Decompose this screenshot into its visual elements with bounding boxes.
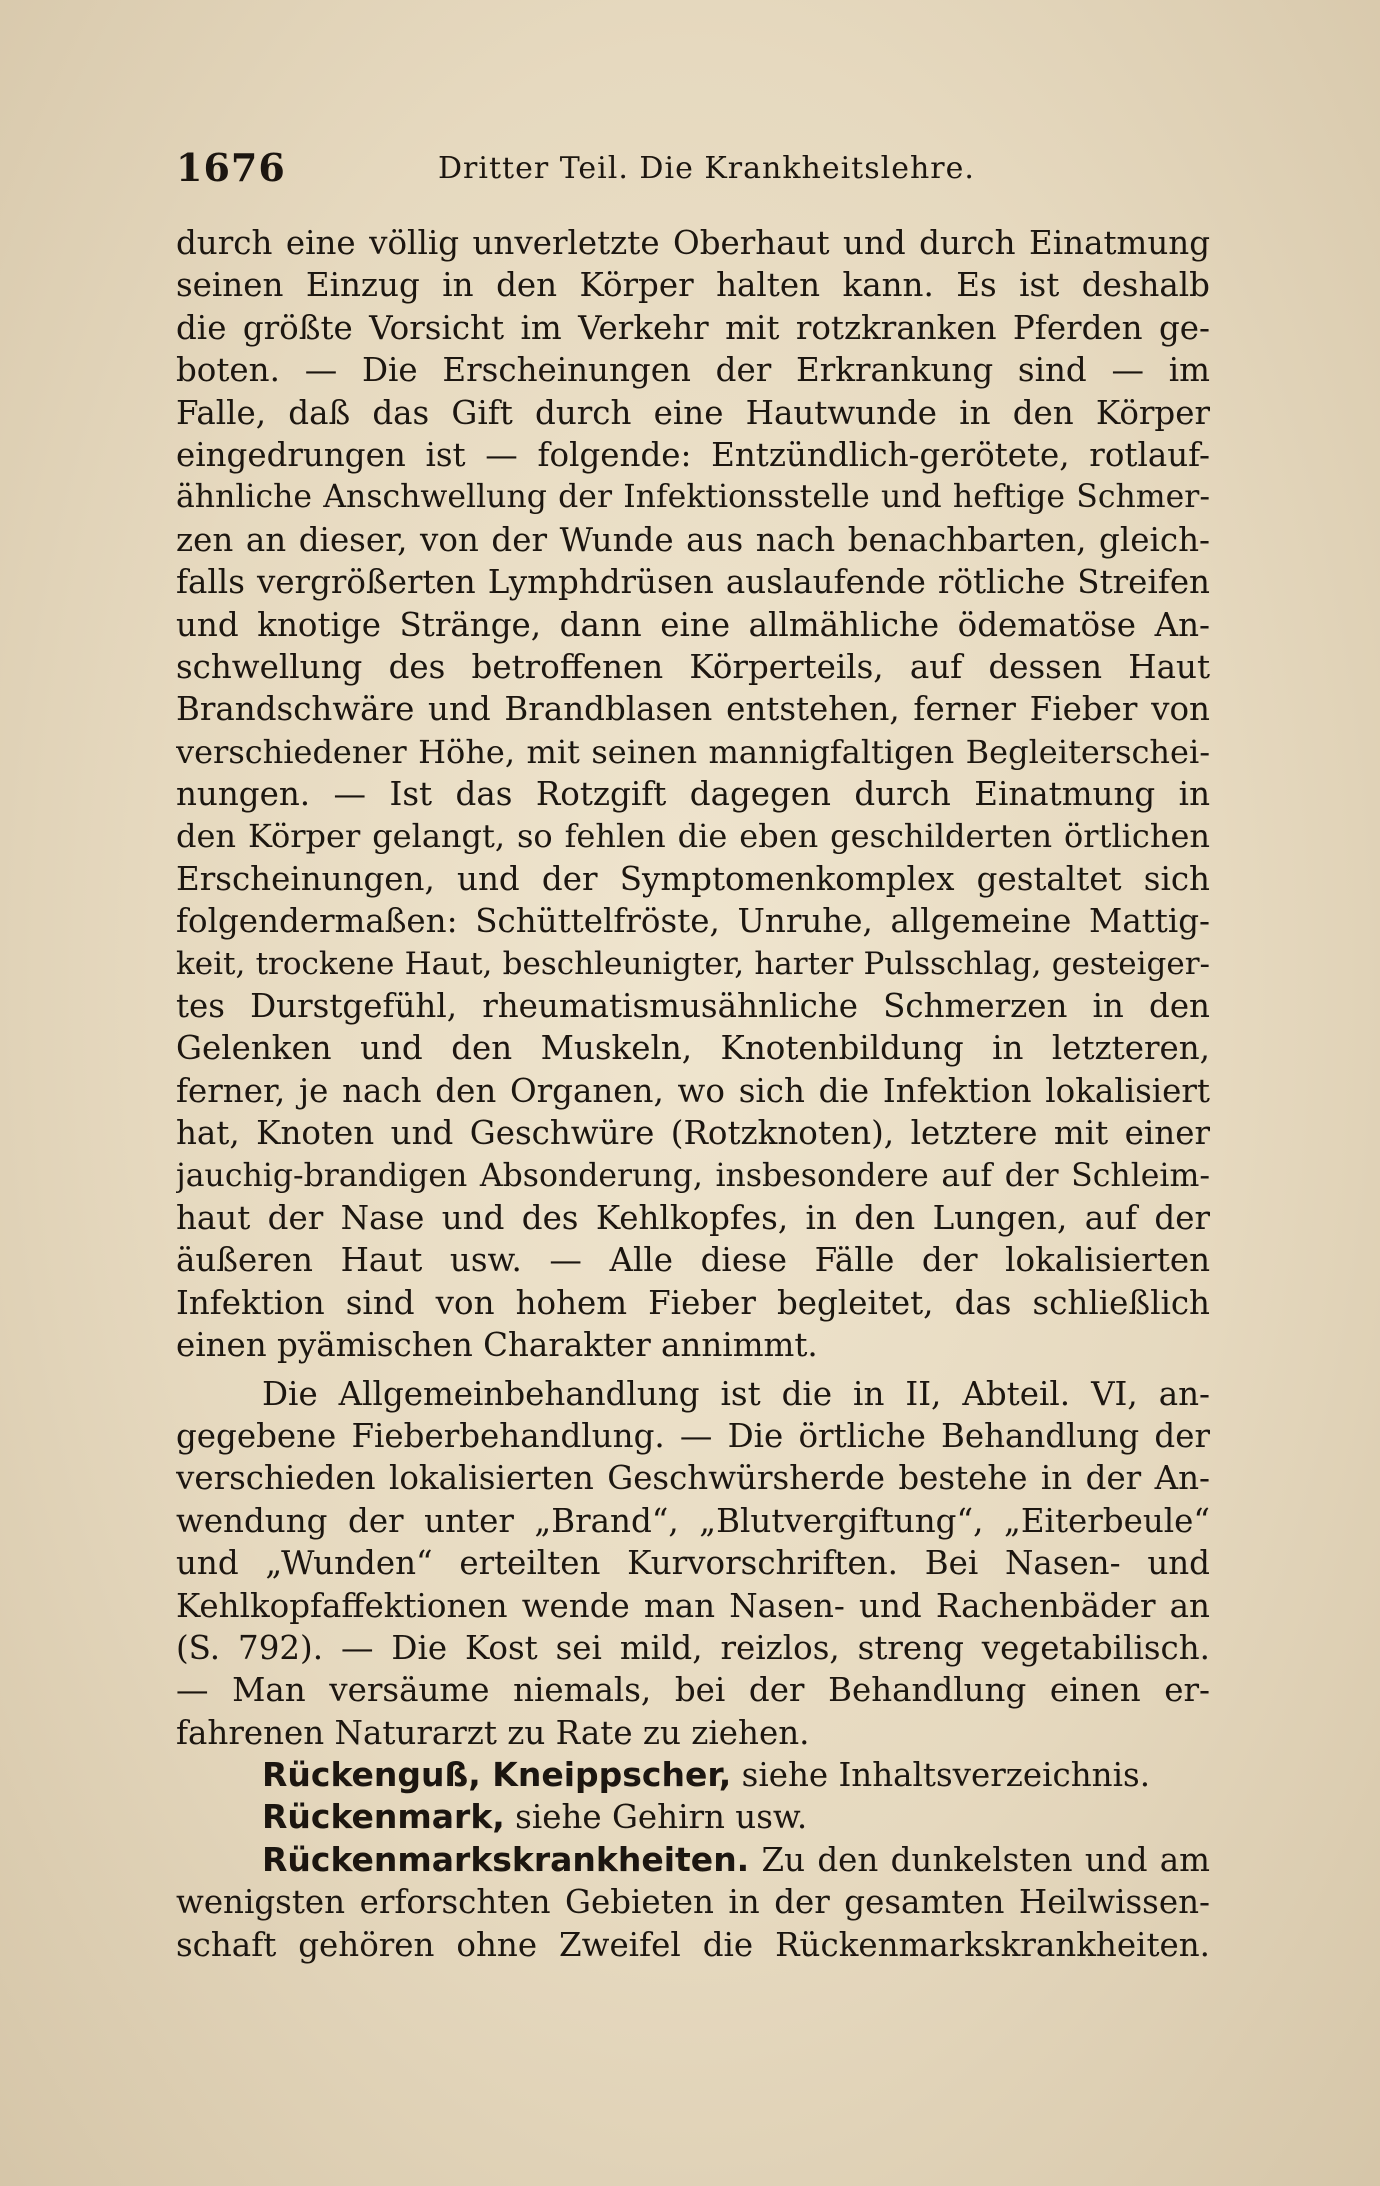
text-line: tes Durstgefühl, rheumatismusähnliche Schmerzen in den [176,987,1210,1026]
paragraph-treatment [176,1373,1210,1755]
text-line: durch eine völlig unverletzte Oberhaut und durch Einatmung [176,224,1210,262]
text-line: folgendermaßen: Schüttelfröste, Unruhe, allgemeine Mattig- [176,902,1210,941]
text-line: falls vergrößerten Lymphdrüsen auslaufende rötliche Streifen [176,563,1210,602]
text-line: haut der Nase und des Kehlkopfes, in den Lungen, auf der [176,1198,1210,1237]
text-line: Falle, daß das Gift durch eine Hautwunde in den Körper [176,393,1210,432]
text-line: einen pyämischen Charakter annimmt. [176,1326,818,1365]
entry-rueckenmark [176,1796,1210,1838]
text-line: Infektion sind von hohem Fieber begleitet, das schließlich [176,1283,1210,1322]
text-line: seinen Einzug in den Körper halten kann. Es ist deshalb [176,266,1210,305]
text-line: den Körper gelangt, so fehlen die eben geschilderten örtlichen [176,817,1210,856]
text-line: ähnliche Anschwellung der Infektionsstelle und heftige Schmer- [176,479,1210,516]
entry-heading: Rückenmarkskrankheiten. [262,1839,750,1879]
entry-rueckenguss [176,1754,1210,1796]
text-line: nungen. — Ist das Rotzgift dagegen durch Einatmung in [176,775,1210,814]
text-line: verschieden lokalisierten Geschwürsherde bestehe in der An- [176,1459,1210,1498]
entry-rueckenmarkskrankheiten [176,1839,1210,1881]
text-line: Gelenken und den Muskeln, Knotenbildung in letzteren, [176,1029,1210,1068]
body-text [176,222,1210,1966]
paragraph-spinal-diseases [176,1881,1210,1966]
text-line: und knotige Stränge, dann eine allmähliche ödematöse An- [176,605,1210,644]
text-line: die größte Vorsicht im Verkehr mit rotzkranken Pferden ge- [176,308,1210,347]
text-line: gegebene Fieberbehandlung. — Die örtliche Behandlung der [176,1416,1210,1455]
entry-text: Zu den dunkelsten und am [749,1840,1210,1879]
entry-text: siehe Inhaltsverzeichnis. [731,1756,1151,1795]
text-line: schaft gehören ohne Zweifel die Rückenmarkskrankheiten. [176,1925,1210,1964]
text-line: boten. — Die Erscheinungen der Erkrankung sind — im [176,351,1210,390]
text-line: zen an dieser, von der Wunde aus nach benachbarten, gleich- [176,520,1210,559]
text-line: verschiedener Höhe, mit seinen mannigfaltigen Begleiterschei- [176,732,1210,771]
text-line: und „Wunden“ erteilten Kurvorschriften. Bei Nasen- und [176,1544,1210,1583]
text-line: hat, Knoten und Geschwüre (Rotzknoten), letztere mit einer [176,1114,1210,1153]
text-line: Brandschwäre und Brandblasen entstehen, ferner Fieber von [176,690,1210,729]
text-line: — Man versäume niemals, bei der Behandlung einen er- [176,1671,1210,1710]
paragraph-symptoms [176,222,1210,1367]
text-line: ferner, je nach den Organen, wo sich die Infektion lokalisiert [176,1071,1210,1110]
text-line: schwellung des betroffenen Körperteils, auf dessen Haut [176,647,1210,686]
text-line: wendung der unter „Brand“, „Blutvergiftung“, „Eiterbeule“ [176,1501,1210,1540]
text-line: jauchig-brandigen Absonderung, insbesondere auf der Schleim- [176,1157,1210,1194]
text-line: (S. 792). — Die Kost sei mild, reizlos, streng vegetabilisch. [176,1628,1210,1667]
text-line: Erscheinungen, und der Symptomenkomplex gestaltet sich [176,859,1210,898]
entry-heading: Rückenguß, Kneippscher, [262,1755,732,1795]
text-line: fahrenen Naturarzt zu Rate zu ziehen. [176,1713,810,1752]
text-line: äußeren Haut usw. — Alle diese Fälle der lokalisierten [176,1241,1210,1280]
entry-text: siehe Gehirn usw. [504,1798,808,1837]
running-head: Dritter Teil. Die Krankheitslehre. [438,151,975,186]
page-header [176,145,1210,195]
text-line: eingedrungen ist — folgende: Entzündlich-gerötete, rotlauf- [176,435,1210,474]
text-line: wenigsten erforschten Gebieten in der gesamten Heilwissen- [176,1883,1210,1922]
text-line: Kehlkopfaffektionen wende man Nasen- und Rachenbäder an [176,1586,1210,1625]
entry-heading: Rückenmark, [262,1797,505,1837]
text-line: Die Allgemeinbehandlung ist die in II, Abteil. VI, an- [262,1374,1210,1413]
page-number: 1676 [176,145,286,190]
text-line: keit, trockene Haut, beschleunigter, harter Pulsschlag, gesteiger- [176,945,1210,982]
